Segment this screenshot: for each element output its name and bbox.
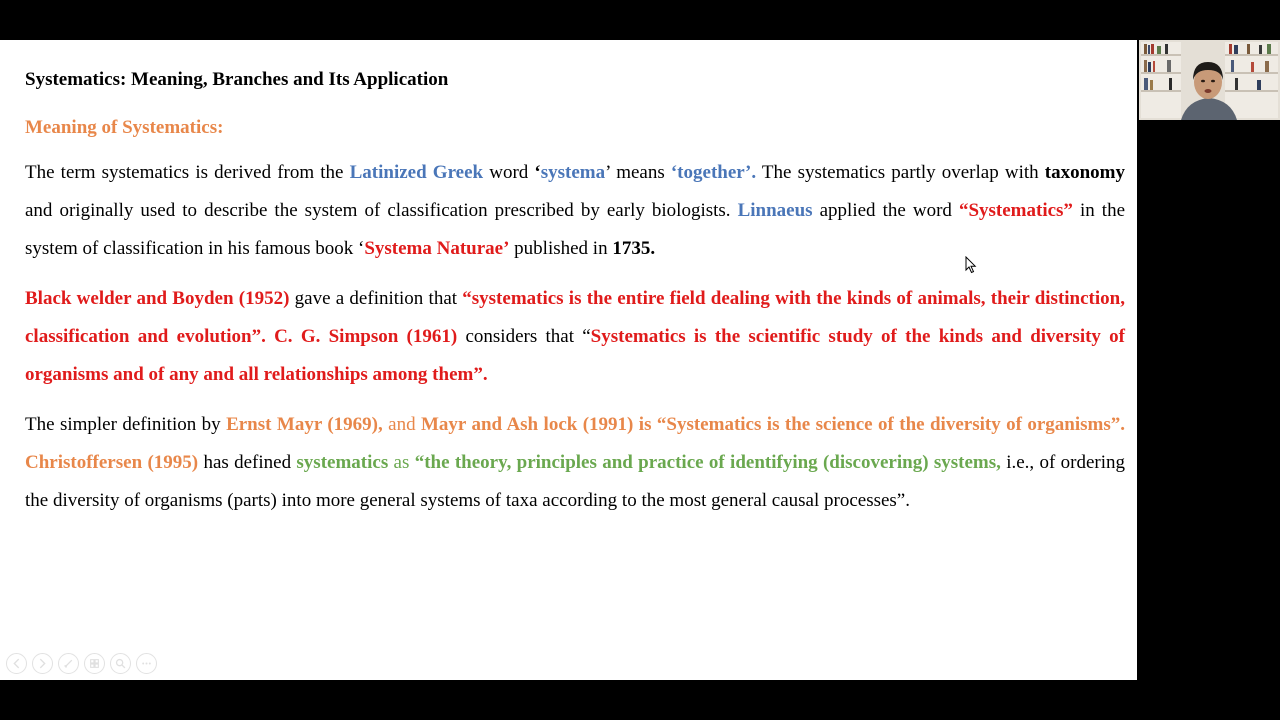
previous-slide-button[interactable] — [6, 653, 27, 674]
p1-text-3: means — [610, 162, 671, 183]
blackwelder-boyden: Black welder and Boyden (1952) — [25, 288, 290, 309]
quote-close: ’ — [605, 162, 611, 183]
paragraph-2 — [25, 280, 1125, 394]
p1-text-2: word — [483, 162, 535, 183]
slideshow-toolbar — [6, 653, 157, 674]
linnaeus-term: Linnaeus — [737, 200, 813, 221]
zoom-icon — [115, 658, 126, 669]
more-options-button[interactable] — [136, 653, 157, 674]
p1-text-6: applied the word — [812, 200, 959, 221]
p3-as: as — [388, 452, 415, 473]
previous-icon — [11, 658, 22, 669]
definition-quote-1: “systematics is the entire field dealing with the kinds of animals, their distinction, classification and evolution”. C. G. Simpson (1961) — [25, 288, 1125, 347]
p1-text-4: The systematics partly overlap with — [756, 162, 1045, 183]
next-icon — [37, 658, 48, 669]
paragraph-3 — [25, 406, 1125, 520]
paragraph-1 — [25, 154, 1125, 268]
p1-text-5: and originally used to describe the system of classification prescribed by early biologists. — [25, 200, 738, 221]
section-heading: Meaning of Systematics: — [25, 117, 224, 138]
taxonomy-term: taxonomy — [1044, 162, 1125, 183]
slide-canvas — [0, 40, 1137, 680]
p3-text-3: i.e., of ordering the diversity of organisms (parts) into more general systems of taxa according to the most general causal processes”. — [25, 452, 1126, 511]
more-icon — [141, 658, 152, 669]
slides-icon — [89, 658, 100, 669]
systema-naturae: Systema Naturae’ — [364, 238, 510, 259]
p2-text-2: considers that “ — [457, 326, 591, 347]
definition-quote-2: Systematics is the scientific study of the kinds and diversity of organisms and of any and all relationships among them”. — [25, 326, 1126, 385]
page-title: Systematics: Meaning, Branches and Its Application — [25, 69, 449, 90]
pen-button[interactable] — [58, 653, 79, 674]
p1-text-7: in the system of classification in his famous book ‘ — [25, 200, 1125, 259]
slides-button[interactable] — [84, 653, 105, 674]
p3-text-1: The simpler definition by — [25, 414, 227, 435]
webcam-overlay — [1139, 40, 1280, 120]
zoom-button[interactable] — [110, 653, 131, 674]
theory-definition: “the theory, principles and practice of identifying (discovering) systems, — [414, 452, 1001, 473]
p3-and: and — [382, 414, 421, 435]
together-term: ‘together’. — [670, 162, 757, 183]
p3-text-2: has defined — [198, 452, 297, 473]
p2-text-1: gave a definition that — [289, 288, 463, 309]
slide-content — [25, 66, 1125, 520]
year-1735: 1735. — [612, 238, 656, 259]
next-slide-button[interactable] — [32, 653, 53, 674]
pen-icon — [63, 658, 74, 669]
mouse-cursor-icon — [965, 256, 977, 274]
systema-term: systema — [540, 162, 606, 183]
presenter-video — [1139, 40, 1280, 120]
mayr-ashlock: Mayr and Ash lock (1991) is “Systematics is the science of the diversity of organisms”. Christoffersen (1995) — [25, 414, 1126, 473]
ernst-mayr: Ernst Mayr (1969), — [226, 414, 383, 435]
p1-text-1: The term systematics is derived from the — [25, 162, 350, 183]
quote-open: ‘ — [534, 162, 541, 183]
systematics-quote: “Systematics” — [958, 200, 1073, 221]
latinized-greek: Latinized Greek — [349, 162, 484, 183]
systematics-term: systematics — [296, 452, 389, 473]
p1-text-8: published in — [509, 238, 613, 259]
